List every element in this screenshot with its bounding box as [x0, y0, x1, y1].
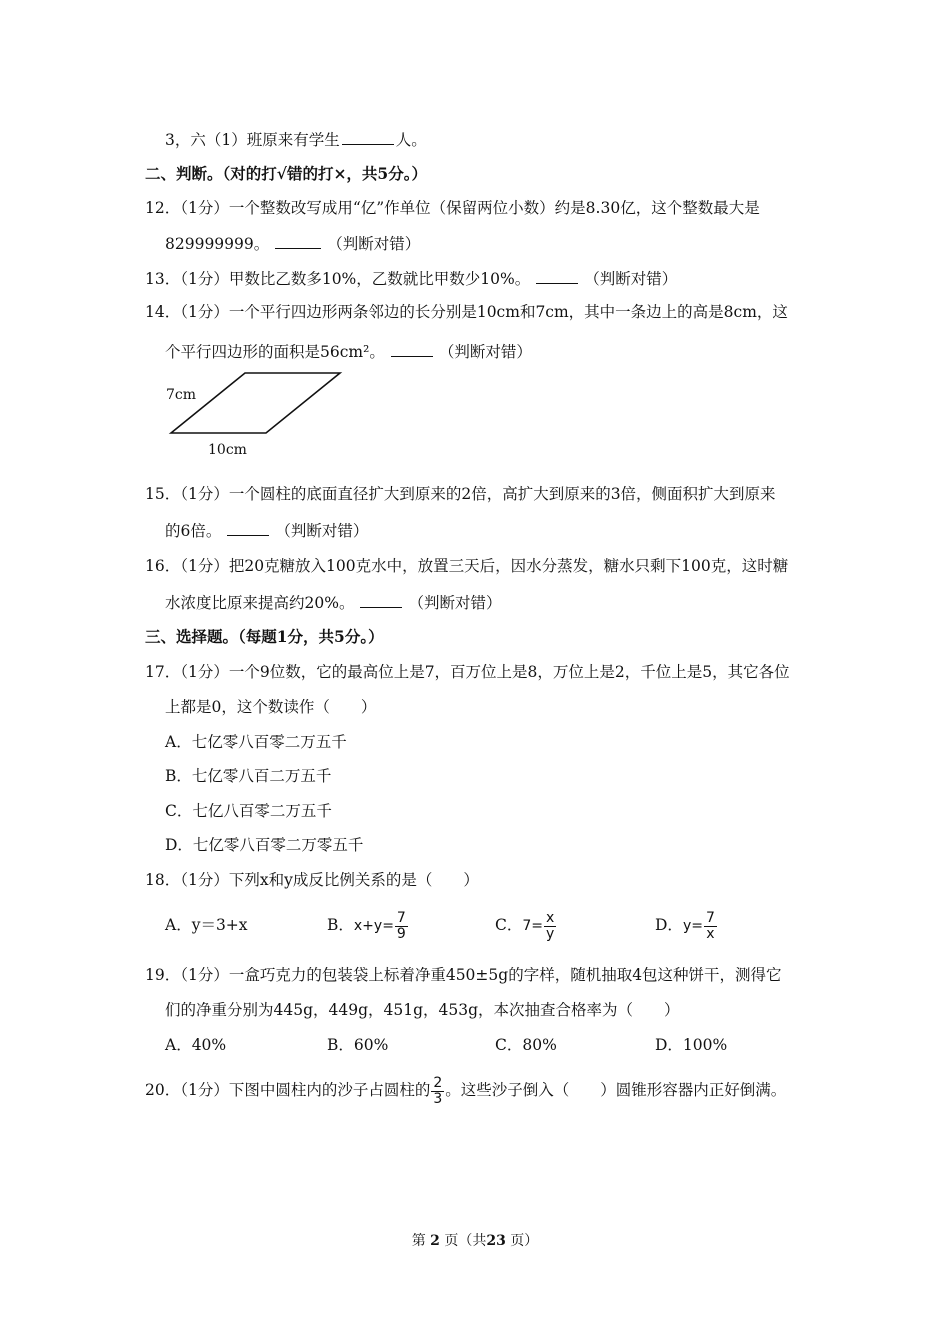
- q16-text: 水浓度比原来提高约20%。: [165, 594, 355, 612]
- q18-option-d[interactable]: [655, 905, 718, 946]
- page-footer: [0, 1230, 950, 1250]
- q13-line: [145, 268, 677, 289]
- footer-mid: 页（共: [444, 1233, 487, 1249]
- q18-option-a[interactable]: A．y＝3+x: [165, 916, 248, 934]
- q14-line1: 14．（1分）一个平行四边形两条邻边的长分别是10cm和7cm，其中一条边上的高是8cm，这: [145, 303, 788, 321]
- section-2-heading: 二、判断。（对的打√错的打×，共5分。）: [145, 164, 427, 183]
- numerator: 7: [705, 909, 715, 926]
- answer-blank[interactable]: [275, 233, 321, 249]
- q12-line2: [165, 233, 420, 254]
- q15-text: 的6倍。: [165, 522, 222, 540]
- answer-blank[interactable]: [360, 592, 402, 608]
- q20-line: [145, 1070, 786, 1110]
- page-number: 2: [430, 1233, 440, 1249]
- q14-hint: （判断对错）: [438, 343, 532, 361]
- answer-blank[interactable]: [391, 341, 433, 357]
- answer-blank[interactable]: [342, 129, 394, 145]
- q18-b-expr: x+y=: [353, 918, 394, 934]
- q17-line2: 上都是0，这个数读作（ ）: [165, 698, 377, 716]
- q13-text: 13．（1分）甲数比乙数多10%，乙数就比甲数少10%。: [145, 270, 531, 288]
- q12-hint: （判断对错）: [327, 235, 421, 253]
- footer-pre: 第: [411, 1233, 426, 1249]
- q11-continuation: [165, 129, 427, 150]
- q11-text: 3，六（1）班原来有学生: [165, 131, 340, 149]
- q15-line2: [165, 520, 368, 541]
- section-3-heading: 三、选择题。（每题1分，共5分。）: [145, 627, 384, 646]
- q16-line1: 16．（1分）把20克糖放入100克水中，放置三天后，因水分蒸发，糖水只剩下100克，这时糖: [145, 557, 789, 575]
- q17-option-d[interactable]: D．七亿零八百零二万零五千: [165, 836, 364, 854]
- base-label: 10cm: [208, 442, 247, 458]
- q20-tail: 。这些沙子倒入（ ）圆锥形容器内正好倒满。: [445, 1081, 787, 1099]
- q18-c-expr: 7=: [522, 918, 544, 934]
- q19-option-d[interactable]: D．100%: [655, 1036, 728, 1054]
- numerator: 2: [433, 1074, 443, 1091]
- q19-line2: 们的净重分别为445g，449g，451g，453g，本次抽查合格率为（ ）: [165, 1001, 680, 1019]
- q14-text: 个平行四边形的面积是56cm²。: [165, 343, 385, 361]
- denominator: 9: [396, 925, 406, 942]
- q18-line: 18．（1分）下列x和y成反比例关系的是（ ）: [145, 871, 479, 889]
- numerator: 7: [396, 909, 406, 926]
- side-label: 7cm: [166, 387, 197, 403]
- q18-c-prefix: C．: [495, 916, 523, 934]
- q15-hint: （判断对错）: [275, 522, 369, 540]
- q19-option-a[interactable]: A．40%: [165, 1036, 227, 1054]
- denominator: 3: [433, 1090, 443, 1107]
- q18-d-fraction: [704, 911, 717, 942]
- denominator: y: [546, 925, 555, 942]
- q17-option-c[interactable]: C．七亿八百零二万五千: [165, 802, 332, 820]
- q14-line2: [165, 341, 532, 362]
- q18-b-fraction: [395, 911, 408, 942]
- q19-line1: 19．（1分）一盒巧克力的包装袋上标着净重450±5g的字样，随机抽取4包这种饼干，测得它: [145, 966, 782, 984]
- q17-option-a[interactable]: A．七亿零八百零二万五千: [165, 733, 347, 751]
- q18-option-b[interactable]: [327, 905, 409, 946]
- q18-option-c[interactable]: [495, 905, 557, 946]
- q19-option-b[interactable]: B．60%: [327, 1036, 389, 1054]
- q16-hint: （判断对错）: [408, 594, 502, 612]
- denominator: x: [706, 925, 715, 942]
- q18-d-prefix: D．: [655, 916, 683, 934]
- parallelogram-shape: [171, 373, 340, 433]
- answer-blank[interactable]: [536, 268, 578, 284]
- total-pages: 23: [486, 1233, 506, 1249]
- q16-line2: [165, 592, 501, 613]
- q18-d-expr: y=: [682, 918, 703, 934]
- q11-tail: 人。: [395, 131, 427, 149]
- q13-hint: （判断对错）: [584, 270, 678, 288]
- numerator: x: [546, 909, 555, 926]
- q20-text: 20．（1分）下图中圆柱内的沙子占圆柱的: [145, 1081, 431, 1099]
- answer-blank[interactable]: [227, 520, 269, 536]
- q17-line1: 17．（1分）一个9位数，它的最高位上是7，百万位上是8，万位上是2，千位上是5，其它各位: [145, 663, 790, 681]
- q20-fraction: [431, 1076, 444, 1107]
- q12-number: 829999999。: [165, 235, 270, 253]
- q17-option-b[interactable]: B．七亿零八百二万五千: [165, 767, 332, 785]
- q19-option-c[interactable]: C．80%: [495, 1036, 557, 1054]
- q18-c-fraction: [544, 911, 556, 942]
- footer-post: 页）: [510, 1233, 539, 1249]
- q18-b-prefix: B．: [327, 916, 354, 934]
- q15-line1: 15．（1分）一个圆柱的底面直径扩大到原来的2倍，高扩大到原来的3倍，侧面积扩大到原来: [145, 485, 776, 503]
- q12-line1: 12．（1分）一个整数改写成用“亿”作单位（保留两位小数）约是8.30亿，这个整数最大是: [145, 199, 760, 217]
